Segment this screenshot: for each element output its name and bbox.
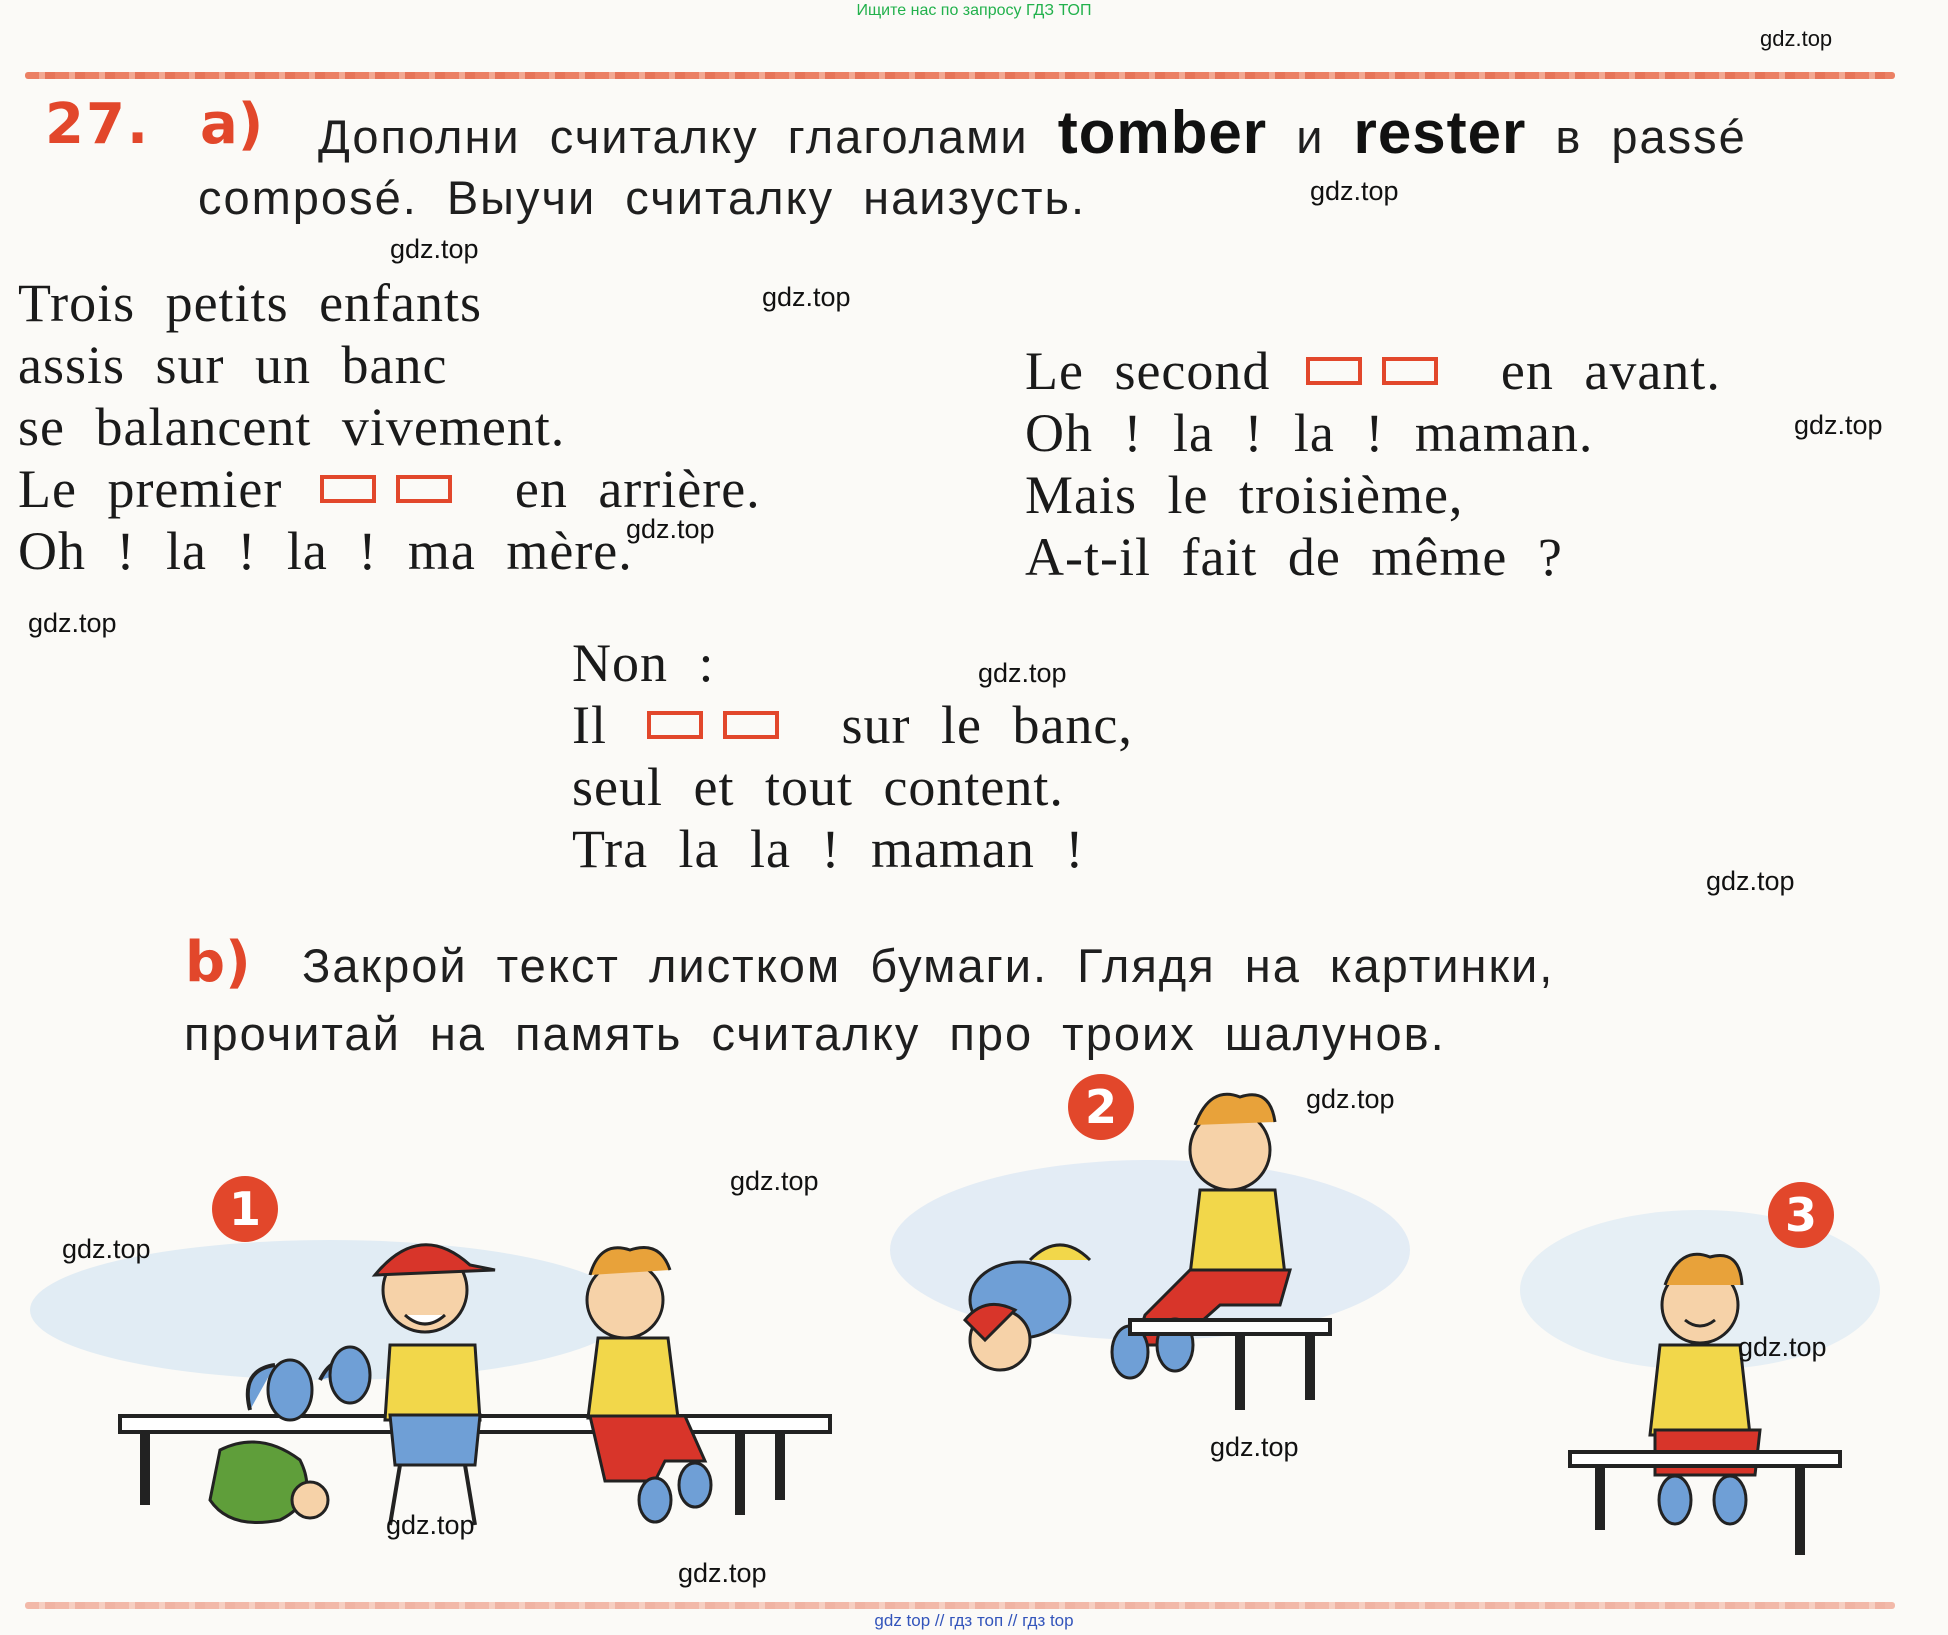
poem-line: assis sur un banc bbox=[18, 335, 448, 395]
picture-number-1: 1 bbox=[212, 1176, 278, 1242]
blank-box bbox=[647, 711, 703, 739]
poem-line: Oh ! la ! la ! ma mère. bbox=[18, 521, 633, 581]
watermark: gdz.top bbox=[28, 608, 117, 638]
bottom-note: gdz top // гдз топ // гдз top bbox=[874, 1611, 1074, 1630]
watermark: gdz.top bbox=[1794, 410, 1883, 440]
watermark: gdz.top bbox=[1210, 1432, 1299, 1462]
watermark: gdz.top bbox=[62, 1234, 151, 1264]
top-divider bbox=[25, 72, 1895, 79]
poem-line: seul et tout content. bbox=[572, 757, 1064, 817]
poem-line-end: en avant. bbox=[1500, 341, 1721, 401]
blank-box bbox=[1306, 357, 1362, 385]
picture-2-illustration bbox=[910, 1080, 1410, 1440]
watermark: gdz.top bbox=[390, 234, 479, 264]
verb-tomber: tomber bbox=[1057, 99, 1268, 166]
part-a-instruction-line1 bbox=[318, 98, 1747, 167]
part-a-instruction-line2: composé. Выучи считалку наизусть. bbox=[198, 171, 1087, 224]
verb-rester: rester bbox=[1353, 99, 1527, 166]
watermark: gdz.top bbox=[1760, 26, 1833, 51]
poem-line bbox=[1025, 340, 1721, 402]
watermark: gdz.top bbox=[386, 1510, 475, 1540]
watermark: gdz.top bbox=[978, 658, 1067, 688]
watermark: gdz.top bbox=[1306, 1084, 1395, 1114]
watermark: gdz.top bbox=[730, 1166, 819, 1196]
instruction-conj: и bbox=[1296, 110, 1325, 163]
poem-stanza-2 bbox=[1025, 340, 1721, 588]
poem-line: Trois petits enfants bbox=[18, 273, 483, 333]
blank-box bbox=[320, 475, 376, 503]
poem-line-end: en arrière. bbox=[514, 459, 761, 519]
picture-number-3: 3 bbox=[1768, 1182, 1834, 1248]
poem-line: Oh ! la ! la ! maman. bbox=[1025, 403, 1594, 463]
part-b-letter: b) bbox=[185, 930, 251, 995]
poem-line: Mais le troisième, bbox=[1025, 465, 1464, 525]
blank-box bbox=[1382, 357, 1438, 385]
poem-line: se balancent vivement. bbox=[18, 397, 566, 457]
watermark: gdz.top bbox=[1738, 1332, 1827, 1362]
poem-line-end: sur le banc, bbox=[841, 695, 1133, 755]
watermark: gdz.top bbox=[678, 1558, 767, 1588]
watermark: gdz.top bbox=[1310, 176, 1399, 206]
picture-3-illustration bbox=[1540, 1230, 1860, 1570]
instruction-mid: в passé bbox=[1555, 110, 1747, 163]
poem-line-start: Le second bbox=[1025, 341, 1271, 401]
bottom-divider bbox=[25, 1602, 1895, 1609]
watermark: gdz.top bbox=[1706, 866, 1795, 896]
watermark: gdz.top bbox=[626, 514, 715, 544]
blank-box bbox=[396, 475, 452, 503]
poem-line: A-t-il fait de même ? bbox=[1025, 527, 1563, 587]
part-b-instruction-line1: Закрой текст листком бумаги. Глядя на картинки, bbox=[302, 939, 1555, 992]
instruction-prefix: Дополни считалку глаголами bbox=[318, 110, 1029, 163]
picture-number-2: 2 bbox=[1068, 1074, 1134, 1140]
top-note: Ищите нас по запросу ГДЗ ТОП bbox=[856, 2, 1092, 19]
task-number: 27. bbox=[45, 92, 151, 157]
poem-line-start: Il bbox=[572, 695, 607, 755]
poem-line: Tra la la ! maman ! bbox=[572, 819, 1085, 879]
watermark: gdz.top bbox=[762, 282, 851, 312]
poem-line-start: Le premier bbox=[18, 459, 283, 519]
poem-line bbox=[18, 458, 761, 520]
blank-box bbox=[723, 711, 779, 739]
poem-line: Non : bbox=[572, 633, 715, 693]
poem-line bbox=[572, 694, 1133, 756]
part-b-instruction-line2: прочитай на память считалку про троих шалунов. bbox=[184, 1007, 1446, 1060]
part-a-letter: a) bbox=[200, 92, 264, 157]
